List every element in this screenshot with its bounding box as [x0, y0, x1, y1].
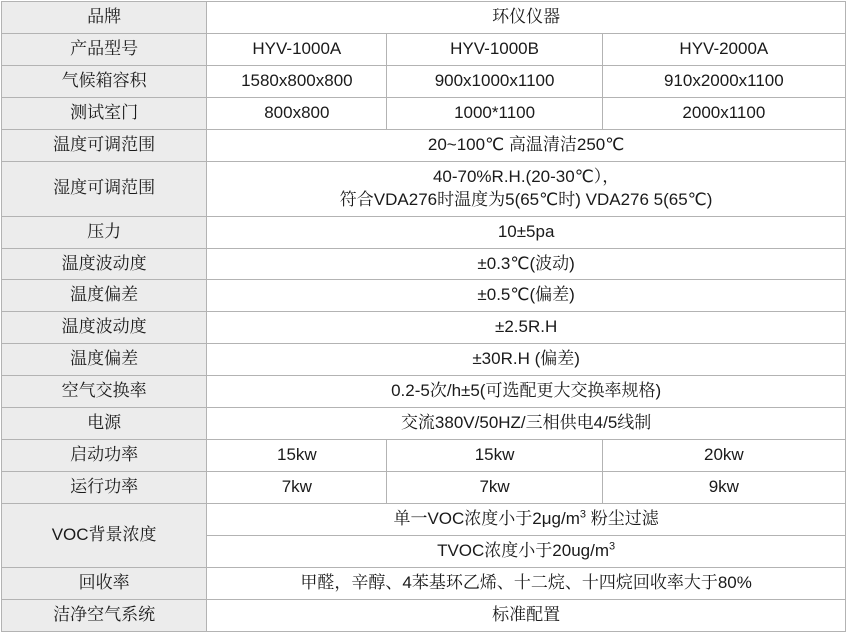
- table-row: [2, 504, 846, 536]
- row-value-b: 15kw: [387, 440, 602, 472]
- row-value-bottom: [207, 535, 846, 567]
- row-value-top: [207, 504, 846, 536]
- row-value-a: 1580x800x800: [207, 65, 387, 97]
- row-value-c: 910x2000x1100: [602, 65, 845, 97]
- row-value-b: 7kw: [387, 472, 602, 504]
- table-row: [2, 216, 846, 248]
- row-label: 气候箱容积: [2, 65, 207, 97]
- row-label: 压力: [2, 216, 207, 248]
- row-value: ±0.3℃(波动): [207, 248, 846, 280]
- row-value-b: 1000*1100: [387, 97, 602, 129]
- table-row: [2, 280, 846, 312]
- row-value-a: 7kw: [207, 472, 387, 504]
- row-label: 空气交换率: [2, 376, 207, 408]
- row-label: 产品型号: [2, 33, 207, 65]
- table-row: [2, 33, 846, 65]
- row-value-c: 20kw: [602, 440, 845, 472]
- row-value: 0.2-5次/h±5(可选配更大交换率规格): [207, 376, 846, 408]
- table-row: [2, 129, 846, 161]
- table-row: [2, 97, 846, 129]
- row-value: 交流380V/50HZ/三相供电4/5线制: [207, 408, 846, 440]
- table-row: [2, 2, 846, 34]
- row-label: 温度可调范围: [2, 129, 207, 161]
- row-value: ±2.5R.H: [207, 312, 846, 344]
- table-row: [2, 472, 846, 504]
- tvoc-pre: TVOC浓度小于20ug/m: [437, 540, 610, 560]
- row-label: 温度偏差: [2, 280, 207, 312]
- voc-single-post: 粉尘过滤: [586, 509, 659, 528]
- table-row: [2, 567, 846, 599]
- row-label: 回收率: [2, 567, 207, 599]
- table-row: [2, 440, 846, 472]
- table-row: [2, 376, 846, 408]
- row-label: 洁净空气系统: [2, 599, 207, 631]
- table-row: [2, 408, 846, 440]
- row-value: ±0.5℃(偏差): [207, 280, 846, 312]
- row-label: 电源: [2, 408, 207, 440]
- row-value: 环仪仪器: [207, 2, 846, 34]
- table-row: [2, 312, 846, 344]
- row-label: 测试室门: [2, 97, 207, 129]
- specification-table: [1, 1, 846, 632]
- row-label: VOC背景浓度: [2, 504, 207, 568]
- row-label: 运行功率: [2, 472, 207, 504]
- row-label: 温度偏差: [2, 344, 207, 376]
- row-value-a: HYV-1000A: [207, 33, 387, 65]
- table-row: [2, 599, 846, 631]
- table-row: [2, 344, 846, 376]
- row-value-line2: 符合VDA276时温度为5(65℃时) VDA276 5(65℃): [339, 189, 713, 209]
- row-value: [207, 161, 846, 216]
- row-label: 品牌: [2, 2, 207, 34]
- row-value-b: HYV-1000B: [387, 33, 602, 65]
- row-value-c: 2000x1100: [602, 97, 845, 129]
- row-label: 温度波动度: [2, 312, 207, 344]
- row-label: 启动功率: [2, 440, 207, 472]
- voc-single-sup: 3: [579, 508, 587, 521]
- row-value: ±30R.H (偏差): [207, 344, 846, 376]
- row-label: 湿度可调范围: [2, 161, 207, 216]
- row-label: 温度波动度: [2, 248, 207, 280]
- tvoc-sup: 3: [609, 540, 616, 553]
- row-value: 甲醛，辛醇、4苯基环乙烯、十二烷、十四烷回收率大于80%: [207, 567, 846, 599]
- table-row: [2, 65, 846, 97]
- row-value-a: 800x800: [207, 97, 387, 129]
- row-value-c: HYV-2000A: [602, 33, 845, 65]
- table-row: [2, 248, 846, 280]
- voc-single-pre: 单一VOC浓度小于2μg/m: [393, 509, 580, 528]
- row-value-line1: 40-70%R.H.(20-30℃），: [432, 166, 620, 186]
- row-value: 20~100℃ 高温清洁250℃: [207, 129, 846, 161]
- table-row: [2, 161, 846, 216]
- row-value: 标准配置: [207, 599, 846, 631]
- row-value-c: 9kw: [602, 472, 845, 504]
- row-value: 10±5pa: [207, 216, 846, 248]
- row-value-b: 900x1000x1100: [387, 65, 602, 97]
- row-value-a: 15kw: [207, 440, 387, 472]
